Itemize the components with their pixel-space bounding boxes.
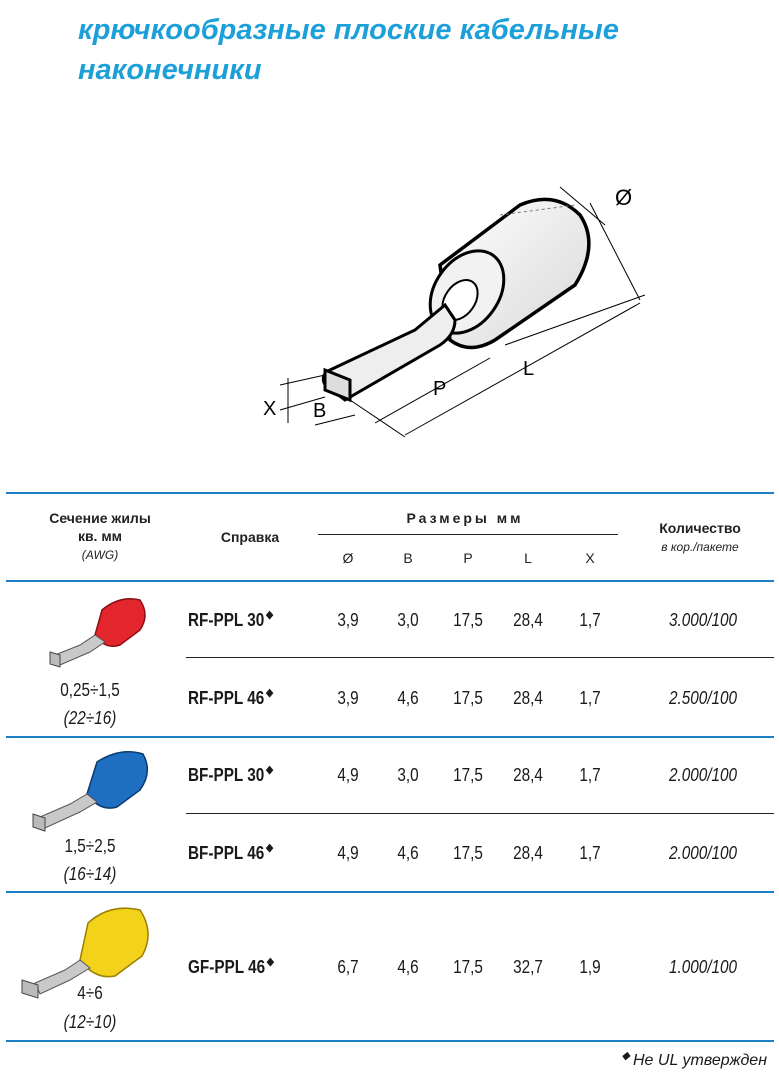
table-row-ref: RF-PPL 46 ◆ [188, 687, 274, 708]
dim-col-b: B [403, 550, 413, 566]
section-value: 4÷6 [77, 983, 103, 1003]
page-title: крючкообразные плоские кабельные наконечники [78, 14, 619, 86]
table-cell-qty: 3.000/100 [668, 610, 738, 630]
dim-label-x: X [263, 398, 277, 420]
table-cell-l: 28,4 [513, 610, 543, 630]
table-cell-qty: 2.000/100 [668, 765, 738, 785]
table-cell-b: 4,6 [397, 688, 419, 708]
row-divider [186, 813, 774, 814]
table-cell-qty: 1.000/100 [668, 957, 738, 977]
table-cell-d: 4,9 [337, 843, 359, 863]
table-cell-b: 4,6 [397, 843, 419, 863]
dim-col-x: X [585, 550, 595, 566]
table-cell-l: 28,4 [513, 765, 543, 785]
dims-header: Размеры мм [406, 510, 524, 526]
section-header-line1: Сечение жилы [49, 510, 151, 526]
footnote: ◆ Не UL утвержден [621, 1050, 767, 1069]
terminal-thumbnail-blue [25, 742, 160, 837]
dim-col-p: P [463, 550, 473, 566]
table-cell-d: 6,7 [337, 957, 359, 977]
table-cell-p: 17,5 [453, 610, 483, 630]
table-cell-d: 3,9 [337, 610, 359, 630]
table-cell-b: 3,0 [397, 765, 419, 785]
table-cell-x: 1,7 [579, 688, 601, 708]
table-row-ref: RF-PPL 30 ◆ [188, 609, 274, 630]
dim-col-d: Ø [342, 550, 354, 566]
dims-header-rule [318, 534, 618, 535]
table-cell-d: 4,9 [337, 765, 359, 785]
table-cell-x: 1,9 [579, 957, 601, 977]
table-cell-qty: 2.500/100 [668, 688, 738, 708]
header-bottom-rule [6, 580, 774, 582]
section-awg: (16÷14) [63, 864, 117, 884]
table-cell-b: 3,0 [397, 610, 419, 630]
group-divider [6, 736, 774, 738]
table-cell-l: 32,7 [513, 957, 543, 977]
table-cell-x: 1,7 [579, 765, 601, 785]
dim-col-l: L [524, 550, 532, 566]
table-cell-p: 17,5 [453, 688, 483, 708]
qty-header: Количество [659, 520, 741, 536]
table-cell-qty: 2.000/100 [668, 843, 738, 863]
dim-label-p: P [433, 378, 447, 400]
dim-label-b: B [313, 400, 327, 422]
dim-label-diameter: Ø [615, 185, 633, 210]
dim-label-l: L [523, 358, 535, 380]
row-divider [186, 657, 774, 658]
section-awg: (22÷16) [63, 708, 117, 728]
section-awg: (12÷10) [63, 1012, 117, 1032]
table-cell-b: 4,6 [397, 957, 419, 977]
terminal-drawing [255, 175, 645, 450]
section-header-line2: кв. мм [77, 528, 123, 544]
section-value: 1,5÷2,5 [64, 836, 116, 856]
table-row-ref: GF-PPL 46 ◆ [188, 956, 274, 977]
section-value: 0,25÷1,5 [60, 680, 120, 700]
group-divider [6, 891, 774, 893]
qty-subheader: в кор./пакете [661, 540, 739, 554]
table-cell-l: 28,4 [513, 688, 543, 708]
table-cell-d: 3,9 [337, 688, 359, 708]
terminal-thumbnail-red [40, 590, 160, 675]
table-cell-l: 28,4 [513, 843, 543, 863]
ref-header: Справка [220, 529, 280, 545]
table-row-ref: BF-PPL 46 ◆ [188, 842, 274, 863]
section-header-line3: (AWG) [81, 548, 119, 562]
table-bottom-rule [6, 1040, 774, 1042]
table-cell-p: 17,5 [453, 843, 483, 863]
table-cell-p: 17,5 [453, 765, 483, 785]
table-cell-x: 1,7 [579, 843, 601, 863]
table-cell-x: 1,7 [579, 610, 601, 630]
table-cell-p: 17,5 [453, 957, 483, 977]
table-top-rule [6, 492, 774, 494]
table-row-ref: BF-PPL 30 ◆ [188, 764, 274, 785]
